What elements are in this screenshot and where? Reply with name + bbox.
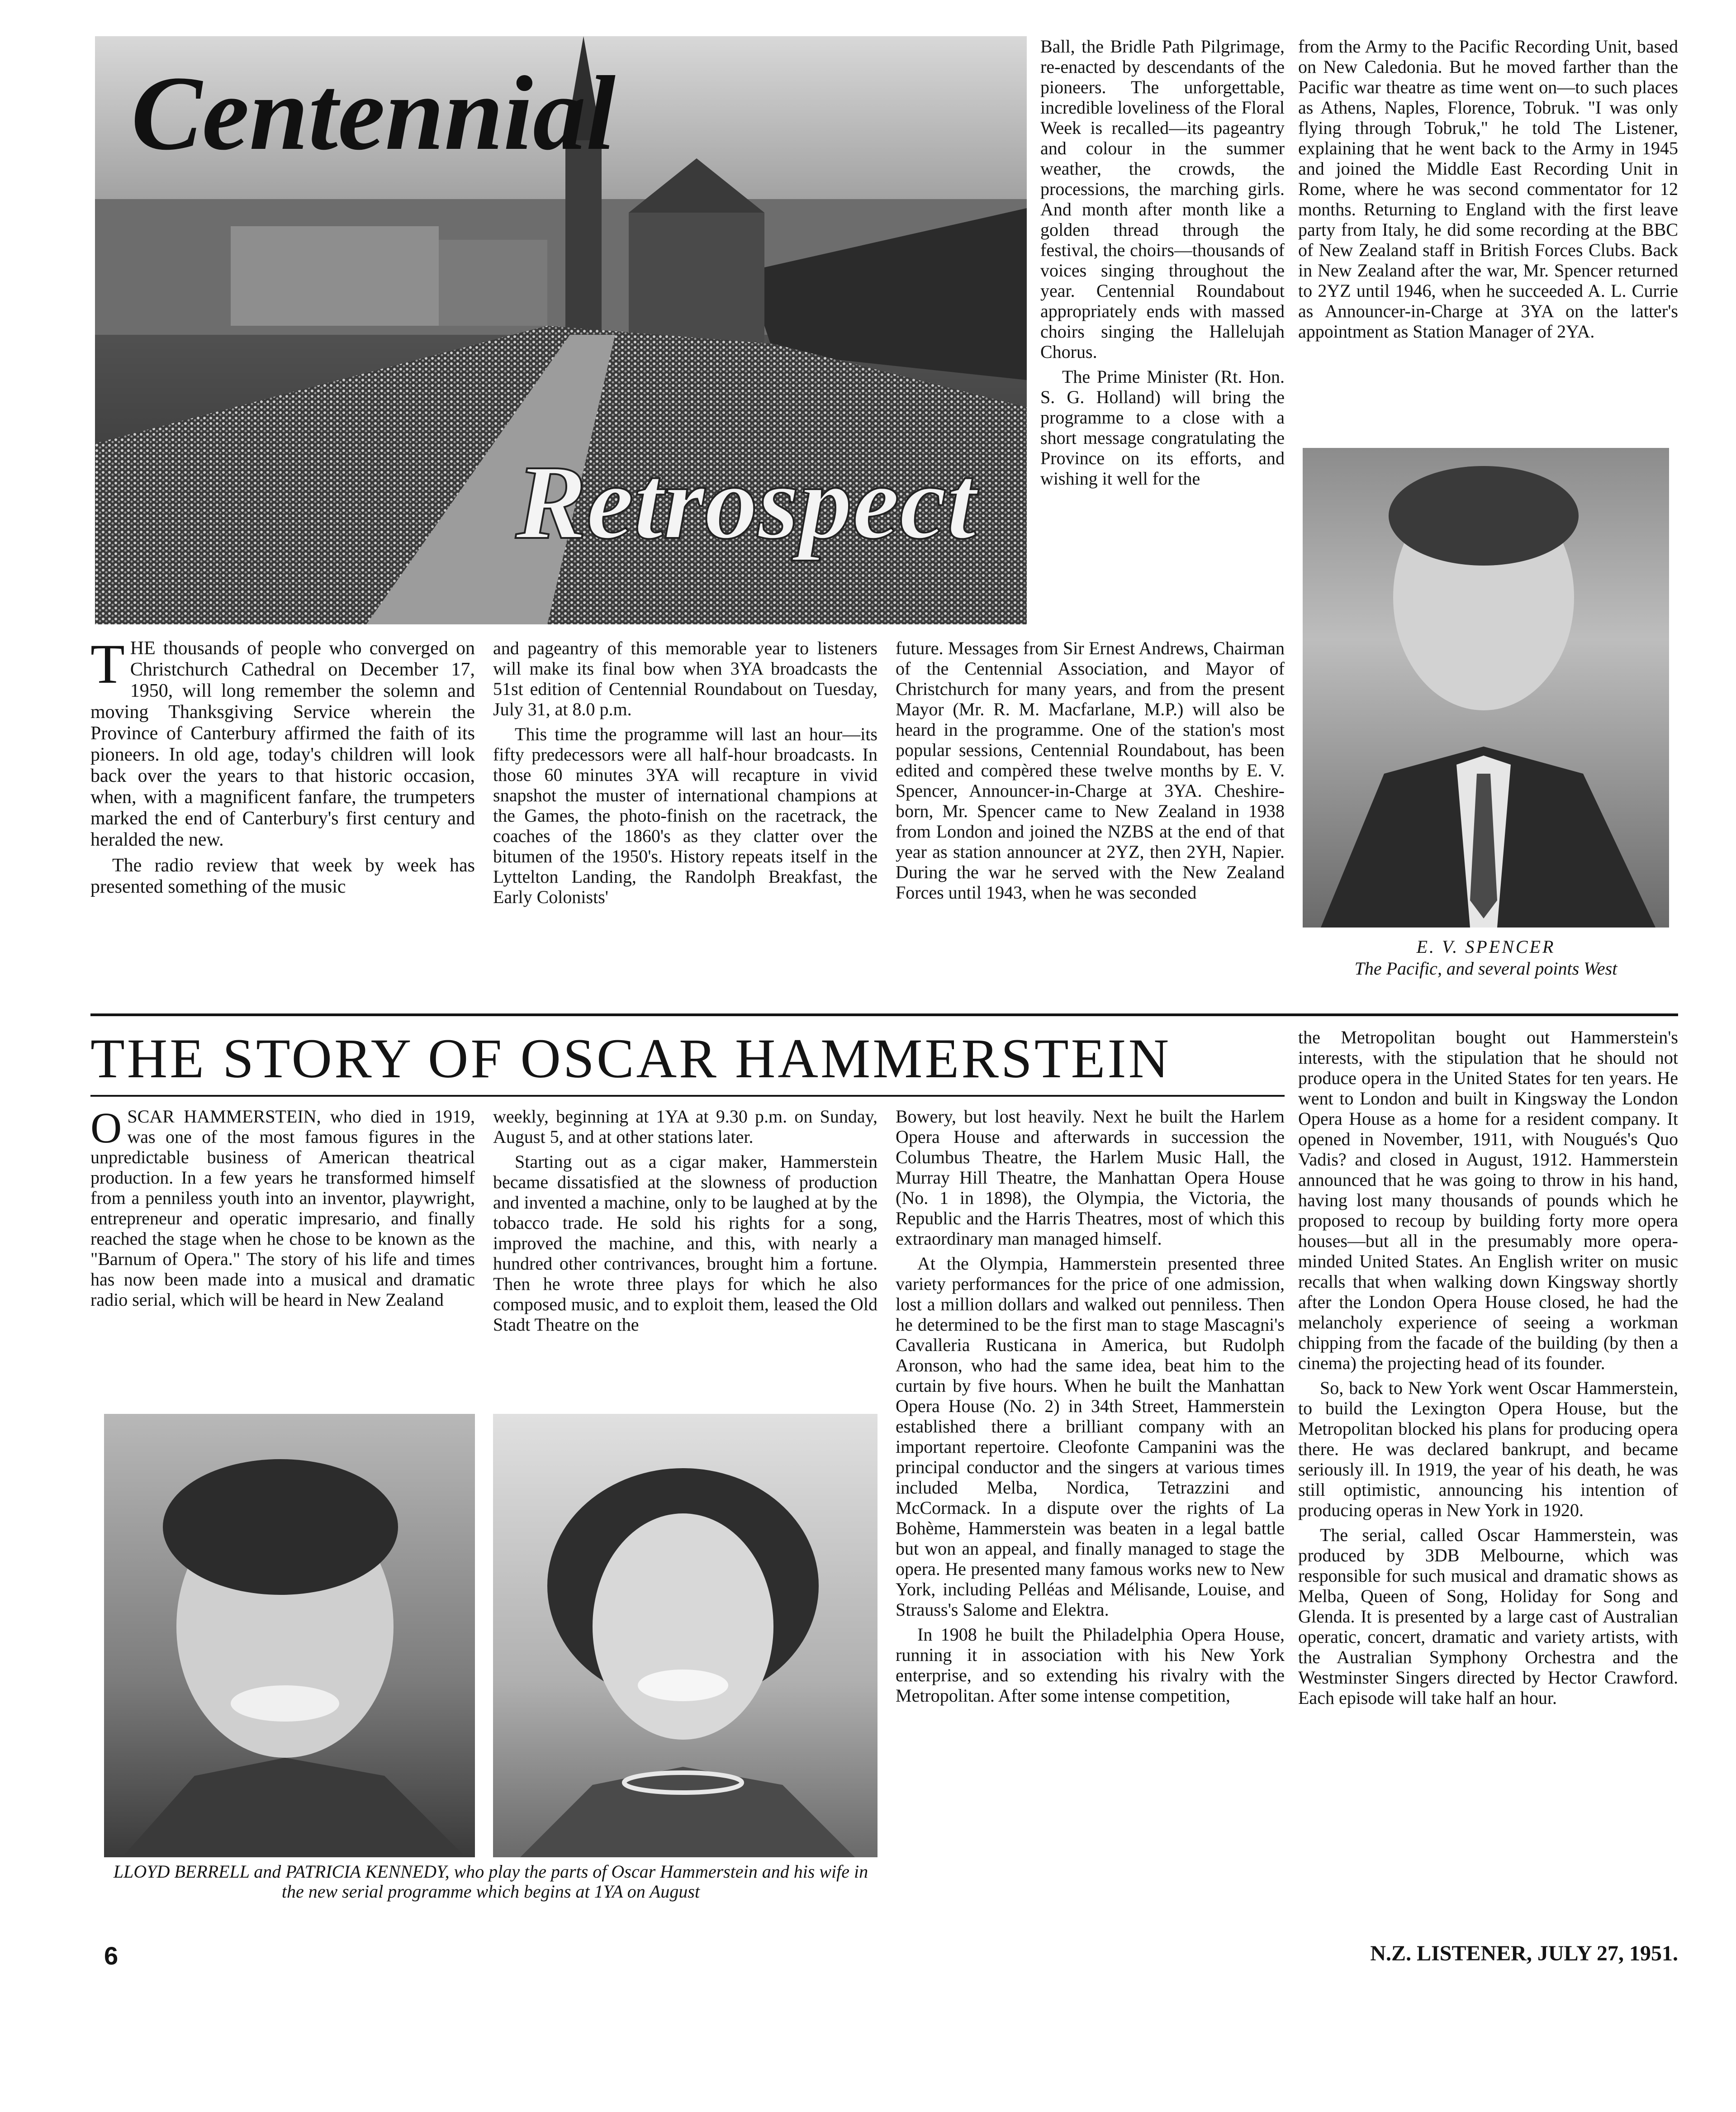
centennial-lead-text: HE thousands of people who converged on Christchurch Cathedral on December 17, 1950, will long remember the solemn and moving Thanksgiving Service wherein the Province of Canterbury affirmed the faith of its pioneers. In old age, today's children will look back over the years to that historic occasion, when, with a magnificent fanfare, the trumpeters marked the end of Canterbury's first century and heralded the new.	[90, 638, 475, 850]
spencer-caption-name: E. V. SPENCER	[1416, 937, 1556, 957]
oscar-column-4	[1298, 1027, 1678, 1925]
oscar-col4-paragraph-2: So, back to New York went Oscar Hammerstein, to build the Lexington Opera House, but the Metropolitan blocked his plans for producing opera there. He was declared bankrupt, and became seriously ill. In 1919, the year of his death, he was still optimistic, announcing his intention of producing operas in New York in 1920.	[1298, 1378, 1678, 1520]
centennial-col2-paragraph-2: This time the programme will last an hour—its fifty predecessors were all half-hour broadcasts. In those 60 minutes 3YA will recapture in vivid snapshot the muster of international champions at the Games, the photo-finish on the racetrack, the coaches of the 1860's as they clatter over the bitumen of the 1950's. History repeats itself in the Lyttelton Landing, the Randolph Breakfast, the Early Colonists'	[493, 724, 877, 907]
headline-underline	[90, 1095, 1285, 1097]
centennial-col2-paragraph-1: and pageantry of this memorable year to listeners will make its final bow when 3YA broadcasts the 51st edition of Centennial Roundabout on Tuesday, July 31, at 8.0 p.m.	[493, 638, 877, 719]
centennial-col3-bottom-text: future. Messages from Sir Ernest Andrews, Chairman of the Centennial Association, and Mayor of Christchurch for many years, and from the present Mayor (Mr. R. M. Macfarlane, M.P.) will also be heard in the programme. One of the station's most popular sessions, Centennial Roundabout, has been edited and compèred these twelve months by E. V. Spencer, Announcer-in-Charge at 3YA. Cheshire-born, Mr. Spencer came to New Zealand in 1938 from London and joined the NZBS at the end of that year as station announcer at 2YZ, then 2YH, Napier. During the war he served with the New Zealand Forces until 1943, when he was seconded	[896, 638, 1285, 903]
kennedy-figure	[493, 1414, 877, 1857]
oscar-headline: THE STORY OF OSCAR HAMMERSTEIN	[90, 1027, 1172, 1089]
section-divider	[90, 1013, 1678, 1016]
centennial-col4-text: from the Army to the Pacific Recording Unit, based on New Caledonia. But he moved farther than the Pacific war theatre as time went on—to such places as Athens, Naples, Florence, Tobruk. "I was only flying through Tobruk," he told The Listener, explaining that he went back to the Army in 1945 and joined the Middle East Recording Unit in Rome, where he was second commentator for 12 months. Returning to England with the first leave party from Italy, he did some recording at the BBC of New Zealand staff in British Forces Clubs. Back in New Zealand after the war, Mr. Spencer returned to 2YZ until 1946, when he succeeded A. L. Currie as Announcer-in-Charge at 3YA on the latter's appointment as Station Manager of 2YA.	[1298, 36, 1678, 342]
centennial-col3-paragraph-2: The Prime Minister (Rt. Hon. S. G. Holland) will bring the programme to a close with a short message congratulating the Province on its efforts, and wishing it well for the	[1040, 366, 1285, 489]
oscar-col3-paragraph-2: At the Olympia, Hammerstein presented three variety performances for the price of one admission, lost a million dollars and walked out penniless. Then he determined to be the first man to stage Mascagni's Cavalleria Rusticana in America, but Rudolph Aronson, who had the same idea, beat him to the curtain by five hours. When he built the Manhattan Opera House (No. 2) in 34th Street, Hammerstein established there a brilliant company with an important repertoire. Cleofonte Campanini was the principal conductor and the singers at various times included Melba, Nordica, Tetrazzini and McCormack. In a dispute over the rights of La Bohème, Hammerstein was beaten in a legal battle but won an appeal, and finally managed to stage the opera. He presented many famous works new to New York, including Pelléas and Mélisande, Louise, and Strauss's Salome and Elektra.	[896, 1253, 1285, 1620]
oscar-col3-paragraph-1: Bowery, but lost heavily. Next he built the Harlem Opera House and afterwards in succession the Columbus Theatre, the Harlem Music Hall, the Murray Hill Theatre, the Manhattan Opera House (No. 1 in 1898), the Olympia, the Victoria, the Republic and the Harris Theatres, most of which this extraordinary man managed himself.	[896, 1106, 1285, 1249]
retrospect-title: Retrospect	[516, 443, 977, 561]
spencer-figure	[1303, 448, 1669, 928]
centennial-column-3-bottom	[896, 638, 1285, 1004]
page-number: 6	[104, 1941, 119, 1970]
berrell-kennedy-caption: LLOYD BERRELL and PATRICIA KENNEDY, who play the parts of Oscar Hammerstein and his wife in the new serial programme which begins at 1YA on August	[113, 1861, 868, 1902]
centennial-column-2	[493, 638, 877, 1004]
lloyd-berrell-photo	[104, 1414, 475, 1857]
oscar-col2-paragraph-1: weekly, beginning at 1YA at 9.30 p.m. on Sunday, August 5, and at other stations later.	[493, 1106, 877, 1147]
oscar-col4-paragraph-1: the Metropolitan bought out Hammerstein's interests, with the stipulation that he should not produce opera in the United States for ten years. He went to London and built in Kingsway the London Opera House as a home for a resident company. It opened in November, 1911, with Nougués's Quo Vadis? and closed in August, 1912. Hammerstein announced that he was going to throw in his hand, having lost many thousands of pounds which he proposed to recoup by building forty more opera houses—but all in the presumably more opera-minded United States. An English writer on music recalls that when walking down Kingsway shortly after the London Opera House closed, he had the melancholy experience of seeing a workman chipping from the facade of the building (by then a cinema) the projecting head of its founder.	[1298, 1027, 1678, 1373]
centennial-col3-top-text: Ball, the Bridle Path Pilgrimage, re-enacted by descendants of the pioneers. The unforgettable, incredible loveliness of the Floral Week is recalled—its pageantry and colour in the summer weather, the crowds, the processions, the marching girls. And month after month like a golden thread through the festival, the choirs—thousands of voices singing throughout the year. Centennial Roundabout appropriately ends with massed choirs singing the Hallelujah Chorus.	[1040, 36, 1285, 362]
centennial-column-1	[90, 638, 475, 1004]
issue-line: N.Z. LISTENER, JULY 27, 1951.	[1370, 1941, 1678, 1965]
oscar-column-3	[896, 1106, 1285, 1925]
centennial-col1-paragraph-2: The radio review that week by week has presented something of the music	[90, 855, 475, 897]
oscar-col3-paragraph-3: In 1908 he built the Philadelphia Opera House, running it in association with his New York enterprise, and so extending his rivalry with the Metropolitan. After some intense competition,	[896, 1624, 1285, 1706]
oscar-col1-text: SCAR HAMMERSTEIN, who died in 1919, was one of the most famous figures in the unpredictable business of American theatrical production. In a few years he transformed himself from a penniless youth into an inventor, playwright, entrepreneur and operatic impresario, and finally reached the stage when he chose to be known as the "Barnum of Opera." The story of his life and times has now been made into a musical and dramatic radio serial, which will be heard in New Zealand	[90, 1106, 475, 1310]
centennial-title: Centennial	[131, 54, 616, 172]
dropcap-t: T	[90, 638, 125, 695]
oscar-column-1	[90, 1106, 475, 1405]
dropcap-o: O	[90, 1106, 122, 1152]
spencer-portrait	[1303, 448, 1669, 928]
oscar-col2-paragraph-2: Starting out as a cigar maker, Hammerstein became dissatisfied at the slowness of production and invented a machine, only to be laughed at by the tobacco trade. He sold his rights for a song, improved the machine, and this, with nearly a hundred other contrivances, brought him a fortune. Then he wrote three plays for which he also composed music, and to exploit them, leased the Old Stadt Theatre on the	[493, 1151, 877, 1335]
spencer-caption-sub: The Pacific, and several points West	[1354, 958, 1617, 979]
oscar-column-2	[493, 1106, 877, 1405]
patricia-kennedy-photo	[493, 1414, 877, 1857]
berrell-figure	[104, 1414, 475, 1857]
centennial-column-4	[1298, 36, 1678, 443]
centennial-column-3-top	[1040, 36, 1285, 636]
oscar-col4-paragraph-3: The serial, called Oscar Hammerstein, was produced by 3DB Melbourne, which was responsible for such musical and dramatic shows as Melba, Queen of Song, Holiday for Song and Glenda. It is presented by a large cast of Australian operatic, concert, dramatic and variety artists, with the Australian Symphony Orchestra and the Westminster Singers directed by Hector Crawford. Each episode will take half an hour.	[1298, 1525, 1678, 1708]
